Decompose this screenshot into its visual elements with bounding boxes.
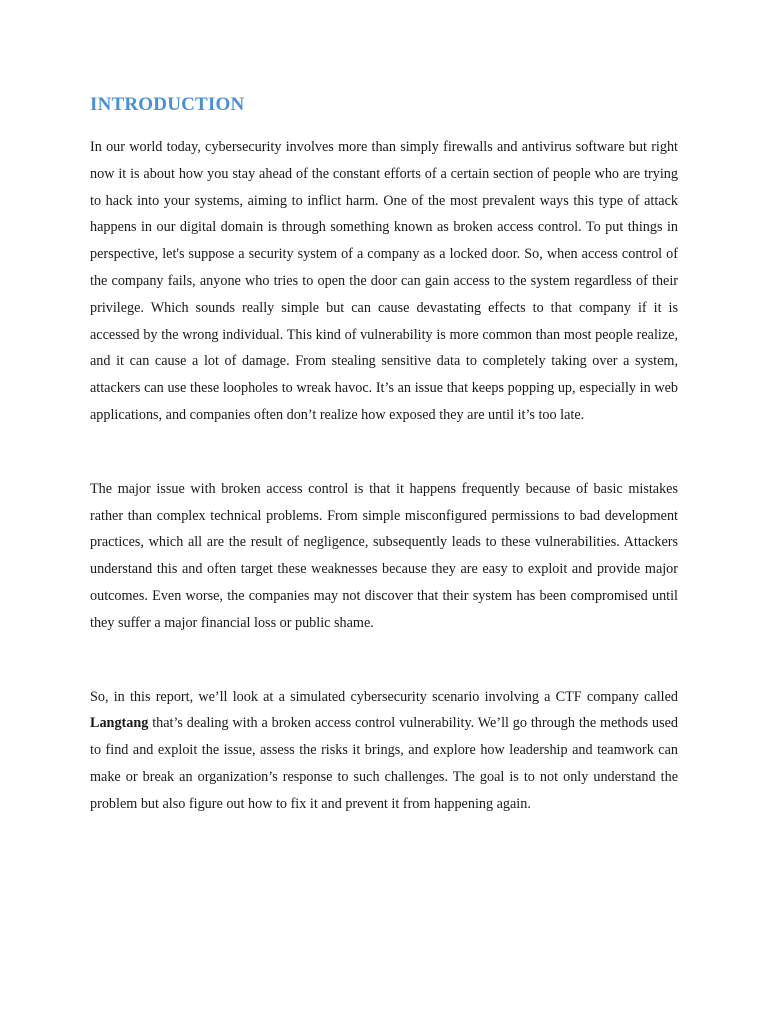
intro-paragraph-1: In our world today, cybersecurity involves more than simply firewalls and antivirus software but right now it is about how you stay ahead of the constant efforts of a certain section of people who are trying to hack into your systems, aiming to inflict harm. One of the most prevalent ways this type of attack happens in our digital domain is through something known as broken access control. To put things in perspective, let's suppose a security system of a company as a locked door. So, when access control of the company fails, anyone who tries to open the door can gain access to the system regardless of their privilege. Which sounds really simple but can cause devastating effects to that company if it is accessed by the wrong individual. This kind of vulnerability is more common than most people realize, and it can cause a lot of damage. From stealing sensitive data to completely taking over a system, attackers can use these loopholes to wreak havoc. It’s an issue that keeps popping up, especially in web applications, and companies often don’t realize how exposed they are until it’s too late. bbox=[90, 139, 678, 423]
document-body bbox=[90, 90, 678, 818]
section-heading: INTRODUCTION bbox=[90, 94, 245, 115]
intro-paragraph-2: The major issue with broken access control is that it happens frequently because of basic mistakes rather than complex technical problems. From simple misconfigured permissions to bad development practices, which all are the result of negligence, subsequently leads to these vulnerabilities. Attackers understand this and often target these weaknesses because they are easy to exploit and provide major outcomes. Even worse, the companies may not discover that their system has been compromised until they suffer a major financial loss or public shame. bbox=[90, 480, 678, 631]
paragraph-3-text-end: that’s dealing with a broken access control vulnerability. We’ll go through the methods used to find and exploit the issue, assess the risks it brings, and explore how leadership and teamwork can make or break an organization’s response to such challenges. The goal is to not only understand the problem but also figure out how to fix it and prevent it from happening again. bbox=[90, 715, 678, 812]
intro-paragraph-3 bbox=[90, 684, 678, 818]
company-name: Langtang bbox=[90, 715, 149, 732]
paragraph-3-text-start: So, in this report, we’ll look at a simulated cybersecurity scenario involving a CTF company called bbox=[90, 688, 678, 705]
